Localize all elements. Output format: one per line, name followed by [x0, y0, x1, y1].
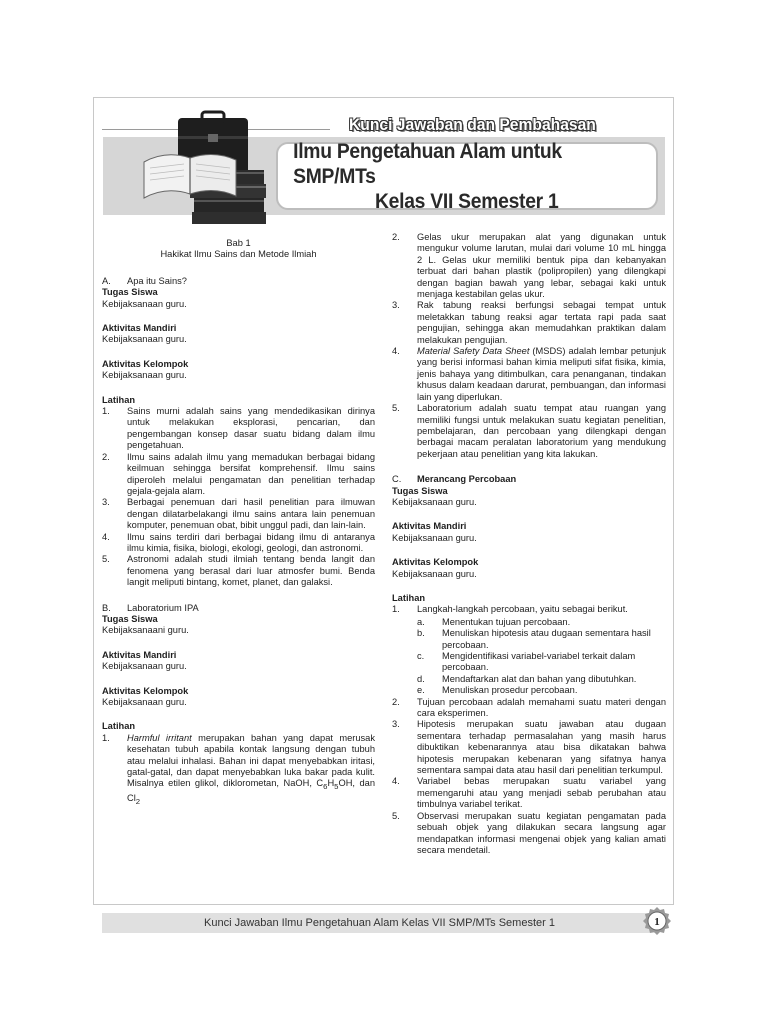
- left-column: [102, 238, 375, 807]
- list-item: [102, 554, 375, 588]
- latihan-list-b: [102, 733, 375, 807]
- list-item: [392, 604, 666, 615]
- list-item: [102, 452, 375, 498]
- formula-part: H: [327, 778, 335, 789]
- subhead-latihan: Latihan: [102, 394, 136, 405]
- answer-text: Kebijaksanaan guru.: [102, 697, 187, 707]
- list-item: [102, 733, 375, 807]
- subhead-tugas-siswa: Tugas Siswa: [102, 613, 158, 624]
- subhead-latihan: Latihan: [392, 592, 426, 603]
- item-text: Tujuan percobaan adalah memahami suatu materi dengan cara eksperimen.: [417, 696, 666, 719]
- italic-term: Material Safety Data Sheet: [417, 346, 530, 357]
- section-title: Apa itu Sains?: [127, 275, 187, 286]
- list-item: [392, 776, 666, 810]
- latihan-list-c: [392, 604, 666, 615]
- section-c-heading: [392, 474, 666, 485]
- sub-list-item: [417, 651, 666, 674]
- header-title-box: [276, 139, 658, 213]
- page-number: 1: [654, 916, 660, 928]
- list-item: [392, 300, 666, 346]
- sub-item-text: Menentukan tujuan percobaan.: [442, 616, 571, 627]
- list-item: [102, 406, 375, 452]
- item-text: Laboratorium adalah suatu tempat atau ruangan yang memiliki fungsi untuk melakukan suatu kegiatan penelitian, pembelajaran, dan percobaan yang dilengkapi dengan berbagai macam peralatan laboratorium yang mendukung pekerjaan atau penelitian yang kita lakukan.: [417, 403, 666, 459]
- sub-list-item: [417, 617, 666, 628]
- answer-text: Kebijaksanaan guru.: [102, 298, 187, 309]
- subhead-tugas-siswa: Tugas Siswa: [102, 287, 158, 298]
- section-title: Laboratorium IPA: [127, 602, 199, 613]
- section-letter: A.: [102, 275, 111, 286]
- item-text: Ilmu sains adalah ilmu yang memadukan berbagai bidang keilmuan sehingga bersifat komprehensif. Ilmu sains diperoleh melalui pengamatan dan penelitian terhadap gejala-gejala alam.: [127, 451, 375, 496]
- item-number: 4.: [392, 776, 400, 787]
- item-text: Astronomi adalah studi ilmiah tentang benda langit dan fenomena yang berasal dari luar atmosfer bumi. Benda langit meliputi bintang, komet, planet, dan galaksi.: [127, 554, 375, 588]
- header-title-line1: Ilmu Pengetahuan Alam untuk SMP/MTs: [293, 139, 562, 188]
- item-number: 1.: [102, 732, 110, 743]
- subhead-aktivitas-mandiri: Aktivitas Mandiri: [102, 649, 177, 660]
- subhead-aktivitas-mandiri: Aktivitas Mandiri: [102, 323, 177, 334]
- answer-text: Kebijaksanaani guru.: [102, 625, 189, 636]
- item-number: 3.: [392, 719, 400, 730]
- section-letter: B.: [102, 602, 111, 613]
- answer-text: Kebijaksanaan guru.: [102, 334, 187, 345]
- item-text: Gelas ukur merupakan alat yang digunakan untuk mengukur volume larutan, mulai dari volume 10 mL hingga 2 L. Gelas ukur memiliki bentuk pipa dan kebanyakan terbuat dari bahan plastik (polipropilen) yang dilengkapi dengan bagian bawah yang lebar, sebagai kaki untuk menjaga kestabilan gelas ukur.: [417, 232, 666, 300]
- list-item: [392, 232, 666, 300]
- item-number: 4.: [102, 531, 110, 542]
- subscript: 6: [323, 782, 328, 792]
- italic-term: Harmful irritant: [127, 732, 192, 743]
- item-number: 5.: [392, 810, 400, 821]
- sub-item-letter: d.: [417, 673, 425, 684]
- subhead-aktivitas-kelompok: Aktivitas Kelompok: [102, 685, 189, 696]
- answer-text: Kebijaksanaan guru.: [102, 370, 187, 381]
- header-title-line2: Kelas VII Semester 1: [375, 189, 559, 213]
- list-item: [392, 811, 666, 857]
- sub-item-letter: b.: [417, 628, 425, 639]
- item-text: Sains murni adalah sains yang mendedikasikan dirinya untuk melakukan eksplorasi, pencarian, dan pengembangan konsep dasar suatu bidang dalam ilmu pengetahuan.: [127, 406, 375, 451]
- subhead-aktivitas-kelompok: Aktivitas Kelompok: [102, 358, 189, 369]
- footer-bar: [102, 913, 657, 933]
- item-text: Observasi merupakan suatu kegiatan pengamatan pada sebuah objek yang dilakukan secara langsung agar mendapatkan informasi mengenai objek yang kalian amati secara mendetail.: [417, 810, 666, 855]
- item-number: 3.: [392, 300, 400, 311]
- answer-text: Kebijaksanaan guru.: [392, 568, 477, 579]
- chapter-heading: [102, 238, 375, 261]
- latihan-list-a: [102, 406, 375, 589]
- sub-item-letter: c.: [417, 651, 425, 661]
- item-number: 1.: [392, 604, 400, 615]
- answer-text: Kebijaksanaan guru.: [102, 661, 187, 672]
- list-item: [392, 403, 666, 460]
- sub-item-letter: e.: [417, 685, 425, 696]
- item-text: Rak tabung reaksi berfungsi sebagai tempat untuk meletakkan tabung reaksi agar tertata rapi pada saat pengujian, sehingga akan memudahkan praktikan dalam melakukan pengujian.: [417, 300, 666, 345]
- list-item: [102, 497, 375, 531]
- sub-list-item: [417, 685, 666, 696]
- item-text: Ilmu sains terdiri dari berbagai bidang ilmu di antaranya ilmu kimia, fisika, biologi, ekologi, geologi, dan astronomi.: [127, 531, 375, 553]
- item-text: [417, 346, 666, 403]
- item-text: Berbagai penemuan dari hasil penelitian para ilmuwan dengan dilatarbelakangi ilmu sains antara lain penemuan komputer, penemuan obat, bibit unggul padi, dan lain-lain.: [127, 497, 375, 531]
- sub-item-text: Mengidentifikasi variabel-variabel terkait dalam percobaan.: [442, 651, 636, 673]
- chapter-title: Hakikat Ilmu Sains dan Metode Ilmiah: [160, 249, 317, 260]
- item-number: 4.: [392, 346, 400, 357]
- item-text: Langkah-langkah percobaan, yaitu sebagai berikut.: [417, 604, 628, 615]
- sub-list-item: [417, 628, 666, 651]
- header-kicker: Kunci Jawaban dan Pembahasan: [349, 115, 596, 134]
- latihan-list-b-cont: [392, 232, 666, 460]
- chapter-number: Bab 1: [226, 238, 251, 248]
- list-item: [392, 346, 666, 403]
- answer-text: Kebijaksanaan guru.: [392, 496, 477, 507]
- section-letter: C.: [392, 474, 402, 485]
- item-number: 3.: [102, 497, 110, 508]
- list-item: [392, 719, 666, 776]
- subhead-aktivitas-mandiri: Aktivitas Mandiri: [392, 521, 467, 532]
- item-text: Variabel bebas merupakan suatu variabel yang memengaruhi atau yang menjadi sebab perubahan atau timbulnya variabel terikat.: [417, 776, 666, 810]
- item-text-rest: merupakan bahan yang dapat merusak kesehatan tubuh apabila kontak langsung dengan tubuh atau melalui inhalasi. Bahan ini dapat menyebabkan iritasi, gatal-gatal, dan dapat menyebabkan luka bakar pada kulit. Misalnya etilen glikol, diklorometan, NaOH, C: [127, 732, 375, 789]
- page-number-badge: [642, 906, 672, 936]
- sub-item-text: Menuliskan prosedur percobaan.: [442, 685, 578, 696]
- item-text: Hipotesis merupakan suatu jawaban atau dugaan sementara terhadap permasalahan yang masih harus dibuktikan kebenarannya atau bisa dikatakan bahwa hipotesis merupakan kebenaran yang sifatnya hanya sementara sampai data atau hasil dari penelitian terkumpul.: [417, 719, 666, 776]
- section-title: Merancang Percobaan: [417, 474, 517, 485]
- books-briefcase-illustration: [140, 110, 272, 226]
- subhead-latihan: Latihan: [102, 721, 136, 732]
- subscript: 2: [135, 796, 141, 806]
- footer-text: Kunci Jawaban Ilmu Pengetahuan Alam Kelas VII SMP/MTs Semester 1: [204, 917, 555, 929]
- subscript: 5: [334, 782, 339, 792]
- formula-part: OH, dan Cl: [127, 778, 376, 803]
- subhead-aktivitas-kelompok: Aktivitas Kelompok: [392, 557, 479, 568]
- list-item: [102, 532, 375, 555]
- subhead-tugas-siswa: Tugas Siswa: [392, 485, 448, 496]
- sub-list-item: [417, 674, 666, 685]
- right-column: [392, 232, 666, 856]
- sub-item-text: Mendaftarkan alat dan bahan yang dibutuhkan.: [442, 673, 637, 684]
- item-number: 5.: [102, 554, 110, 565]
- item-text-rest: (MSDS) adalah lembar petunjuk yang berisi informasi bahan kimia meliputi sifat fisika, kimia, jenis bahaya yang ditimbulkan, cara penanganan, tindakan khusus dalam keadaan darurat, pembuangan, dan informasi lain yang diperlukan.: [417, 346, 666, 402]
- list-item: [392, 697, 666, 720]
- latihan-list-c-cont: [392, 697, 666, 857]
- item-number: 1.: [102, 406, 110, 417]
- section-a-heading: [102, 276, 375, 287]
- item-number: 5.: [392, 403, 400, 414]
- sub-item-text: Menuliskan hipotesis atau dugaan sementara hasil percobaan.: [442, 628, 651, 650]
- sub-list: [392, 617, 666, 697]
- section-b-heading: [102, 603, 375, 614]
- item-number: 2.: [392, 696, 400, 707]
- answer-text: Kebijaksanaan guru.: [392, 532, 477, 543]
- item-text: [127, 733, 375, 807]
- item-number: 2.: [392, 232, 400, 242]
- item-number: 2.: [102, 451, 110, 462]
- sub-item-letter: a.: [417, 616, 425, 627]
